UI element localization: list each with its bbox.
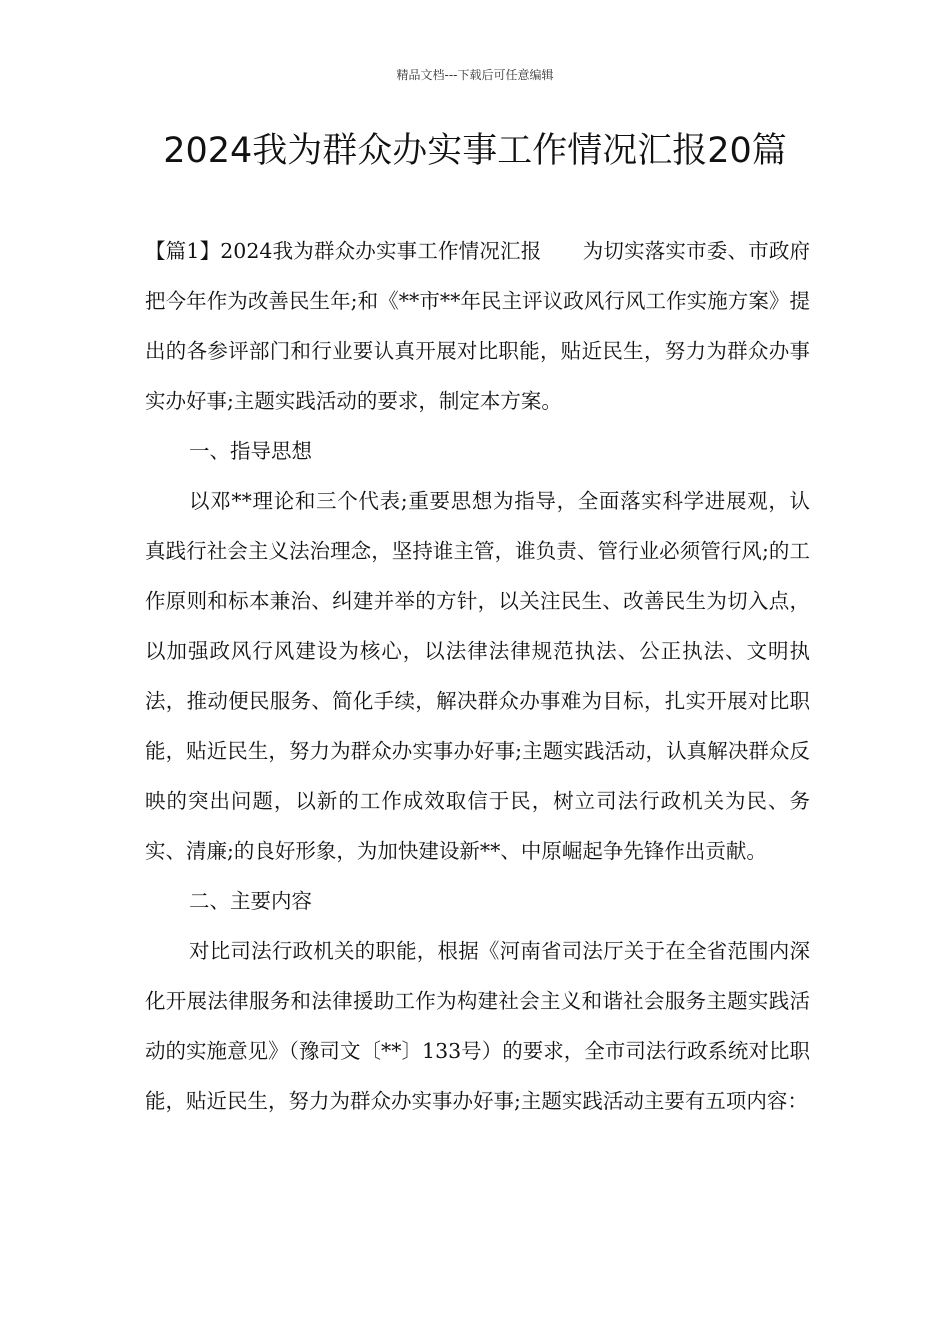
document-title: 2024我为群众办实事工作情况汇报20篇	[163, 131, 787, 171]
intro-paragraph: 【篇1】2024我为群众办实事工作情况汇报 为切实落实市委、市政府把今年作为改善民生年;和《**市**年民主评议政风行风工作实施方案》提出的各参评部门和行业要认真开展对比职能，贴近民生，努力为群众办事实办好事;主题实践活动的要求，制定本方案。	[145, 239, 810, 413]
guiding-thought-paragraph: 以邓**理论和三个代表;重要思想为指导，全面落实科学进展观，认真践行社会主义法治理念，坚持谁主管，谁负责、管行业必须管行风;的工作原则和标本兼治、纠建并举的方针，以关注民生、改善民生为切入点，以加强政风行风建设为核心，以法律法律规范执法、公正执法、文明执法，推动便民服务、简化手续，解决群众办事难为目标，扎实开展对比职能，贴近民生，努力为群众办实事办好事;主题实践活动，认真解决群众反映的突出问题，以新的工作成效取信于民，树立司法行政机关为民、务实、清廉;的良好形象，为加快建设新**、中原崛起争先锋作出贡献。	[145, 489, 810, 863]
header-note: 精品文档---下载后可任意编辑	[396, 68, 554, 82]
main-content-paragraph: 对比司法行政机关的职能，根据《河南省司法厅关于在全省范围内深化开展法律服务和法律援助工作为构建社会主义和谐社会服务主题实践活动的实施意见》（豫司文〔**〕133号）的要求，全市司法行政系统对比职能，贴近民生，努力为群众办实事办好事;主题实践活动主要有五项内容：	[145, 939, 810, 1113]
section-heading-guiding-thought: 一、指导思想	[189, 439, 312, 463]
document-body	[145, 226, 810, 1126]
section-heading-main-content: 二、主要内容	[189, 889, 312, 913]
